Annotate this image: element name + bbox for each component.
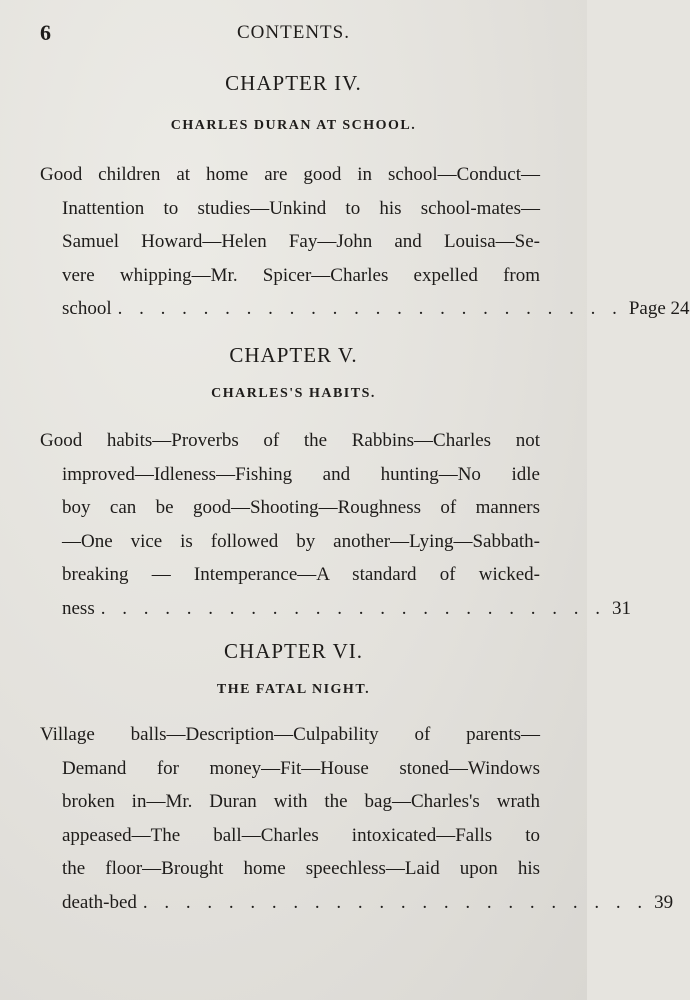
summary-line: Inattention to studies—Unkind to his school-mates— [62,197,540,219]
dot-leader: . . . . . . . . . . . . . . . . . . . . . . . . [142,891,649,913]
summary-line-end: ness [62,597,95,619]
summary-line: Good children at home are good in school—Conduct— [40,164,540,185]
chapter-subtitle: CHARLES'S HABITS. [211,386,376,401]
chapter-heading: CHAPTER VI. [224,639,363,663]
summary-last-line [40,886,674,920]
chapter-section [0,636,587,702]
chapter-section [0,68,587,138]
page-reference: 39 [654,891,674,913]
summary-line: Good habits—Proverbs of the Rabbins—Charles not [40,430,540,451]
summary-line: Samuel Howard—Helen Fay—John and Louisa—Se- [62,231,540,252]
dot-leader: . . . . . . . . . . . . . . . . . . . . . . . . [117,298,623,319]
chapter-subtitle: CHARLES DURAN AT SCHOOL. [170,118,417,133]
summary-line: broken in—Mr. Duran with the bag—Charles's wrath [62,791,540,812]
chapter-heading: CHAPTER V. [229,343,358,367]
summary-line: Demand for money—Fit—House stoned—Windows [62,757,540,779]
chapter-subtitle: THE FATAL NIGHT. [216,682,371,697]
chapter-section [0,340,587,406]
summary-line: appeased—The ball—Charles intoxicated—Falls to [62,824,540,846]
page-reference: 31 [611,597,631,619]
summary-last-line [40,292,690,326]
page-reference: Page 24 [628,298,690,319]
dot-leader: . . . . . . . . . . . . . . . . . . . . . . . . [100,597,606,619]
chapter-summary [40,424,631,625]
chapter-summary [40,158,690,326]
running-title: CONTENTS. [237,22,350,43]
chapter-heading: CHAPTER IV. [225,71,362,95]
summary-line: the floor—Brought home speechless—Laid upon his [62,858,540,879]
page-number: 6 [40,20,51,45]
summary-line: boy can be good—Shooting—Roughness of manners [62,497,540,518]
summary-line: —One vice is followed by another—Lying—Sabbath- [62,530,540,552]
summary-last-line [40,592,631,626]
summary-line-end: death-bed [62,891,137,913]
summary-line: breaking — Intemperance—A standard of wicked- [62,564,540,585]
summary-line: Village balls—Description—Culpability of parents— [40,724,540,745]
chapter-summary [40,718,674,919]
summary-line: improved—Idleness—Fishing and hunting—No idle [62,463,540,485]
summary-line: vere whipping—Mr. Spicer—Charles expelled from [62,264,540,286]
running-head [0,18,587,48]
summary-line-end: school [62,298,112,319]
